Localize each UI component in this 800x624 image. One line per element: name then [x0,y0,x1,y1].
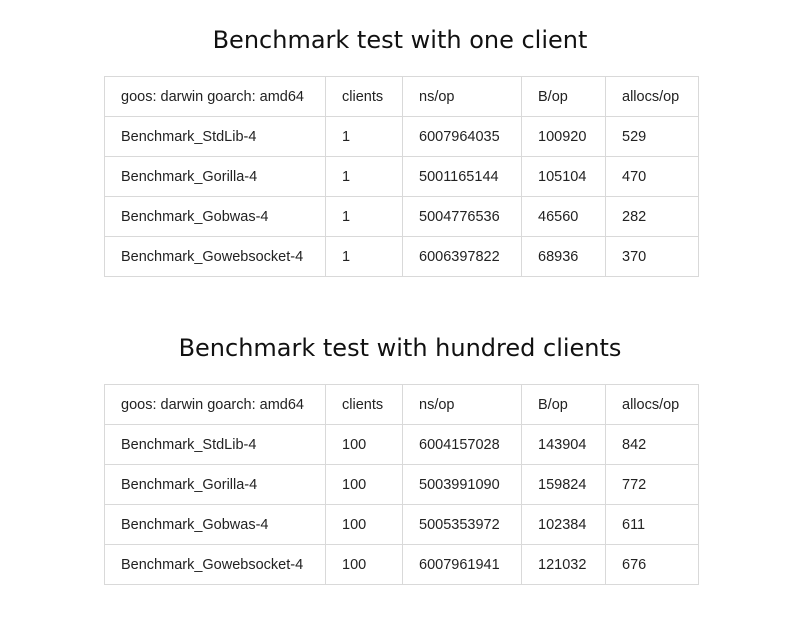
table-row [105,545,699,585]
cell-clients: 100 [326,505,403,545]
cell-ns-op: 5004776536 [403,197,522,237]
cell-b-op: 143904 [522,425,606,465]
table-row [105,465,699,505]
cell-b-op: 159824 [522,465,606,505]
cell-clients: 100 [326,465,403,505]
table-title-hundred-clients: Benchmark test with hundred clients [178,334,622,362]
cell-b-op: 102384 [522,505,606,545]
cell-allocs-op: 529 [606,117,699,157]
cell-benchmark: Benchmark_Gobwas-4 [105,197,326,237]
header-cell-clients: clients [326,385,403,425]
header-cell-b-op: B/op [522,77,606,117]
cell-ns-op: 5005353972 [403,505,522,545]
cell-allocs-op: 842 [606,425,699,465]
benchmark-table-hundred-clients [104,384,699,585]
cell-ns-op: 5003991090 [403,465,522,505]
header-cell-env: goos: darwin goarch: amd64 [105,385,326,425]
table-header-row [105,385,699,425]
cell-b-op: 46560 [522,197,606,237]
cell-ns-op: 6007961941 [403,545,522,585]
cell-ns-op: 6006397822 [403,237,522,277]
cell-benchmark: Benchmark_StdLib-4 [105,425,326,465]
cell-benchmark: Benchmark_StdLib-4 [105,117,326,157]
header-cell-allocs-op: allocs/op [606,385,699,425]
table-row [105,425,699,465]
header-cell-ns-op: ns/op [403,77,522,117]
cell-ns-op: 6004157028 [403,425,522,465]
cell-benchmark: Benchmark_Gowebsocket-4 [105,237,326,277]
table-header-row [105,77,699,117]
cell-clients: 1 [326,237,403,277]
cell-ns-op: 6007964035 [403,117,522,157]
cell-allocs-op: 470 [606,157,699,197]
cell-allocs-op: 611 [606,505,699,545]
table-row [105,117,699,157]
cell-b-op: 105104 [522,157,606,197]
cell-allocs-op: 772 [606,465,699,505]
cell-b-op: 100920 [522,117,606,157]
table-row [105,505,699,545]
cell-clients: 1 [326,157,403,197]
header-cell-b-op: B/op [522,385,606,425]
table-title-one-client: Benchmark test with one client [212,26,588,54]
cell-clients: 1 [326,117,403,157]
cell-benchmark: Benchmark_Gowebsocket-4 [105,545,326,585]
cell-benchmark: Benchmark_Gorilla-4 [105,465,326,505]
cell-clients: 1 [326,197,403,237]
cell-allocs-op: 676 [606,545,699,585]
cell-ns-op: 5001165144 [403,157,522,197]
cell-allocs-op: 370 [606,237,699,277]
header-cell-clients: clients [326,77,403,117]
header-cell-allocs-op: allocs/op [606,77,699,117]
cell-b-op: 121032 [522,545,606,585]
cell-clients: 100 [326,425,403,465]
table-row [105,157,699,197]
cell-allocs-op: 282 [606,197,699,237]
cell-benchmark: Benchmark_Gorilla-4 [105,157,326,197]
cell-clients: 100 [326,545,403,585]
cell-benchmark: Benchmark_Gobwas-4 [105,505,326,545]
table-row [105,197,699,237]
table-row [105,237,699,277]
benchmark-table-one-client [104,76,699,277]
cell-b-op: 68936 [522,237,606,277]
header-cell-env: goos: darwin goarch: amd64 [105,77,326,117]
header-cell-ns-op: ns/op [403,385,522,425]
